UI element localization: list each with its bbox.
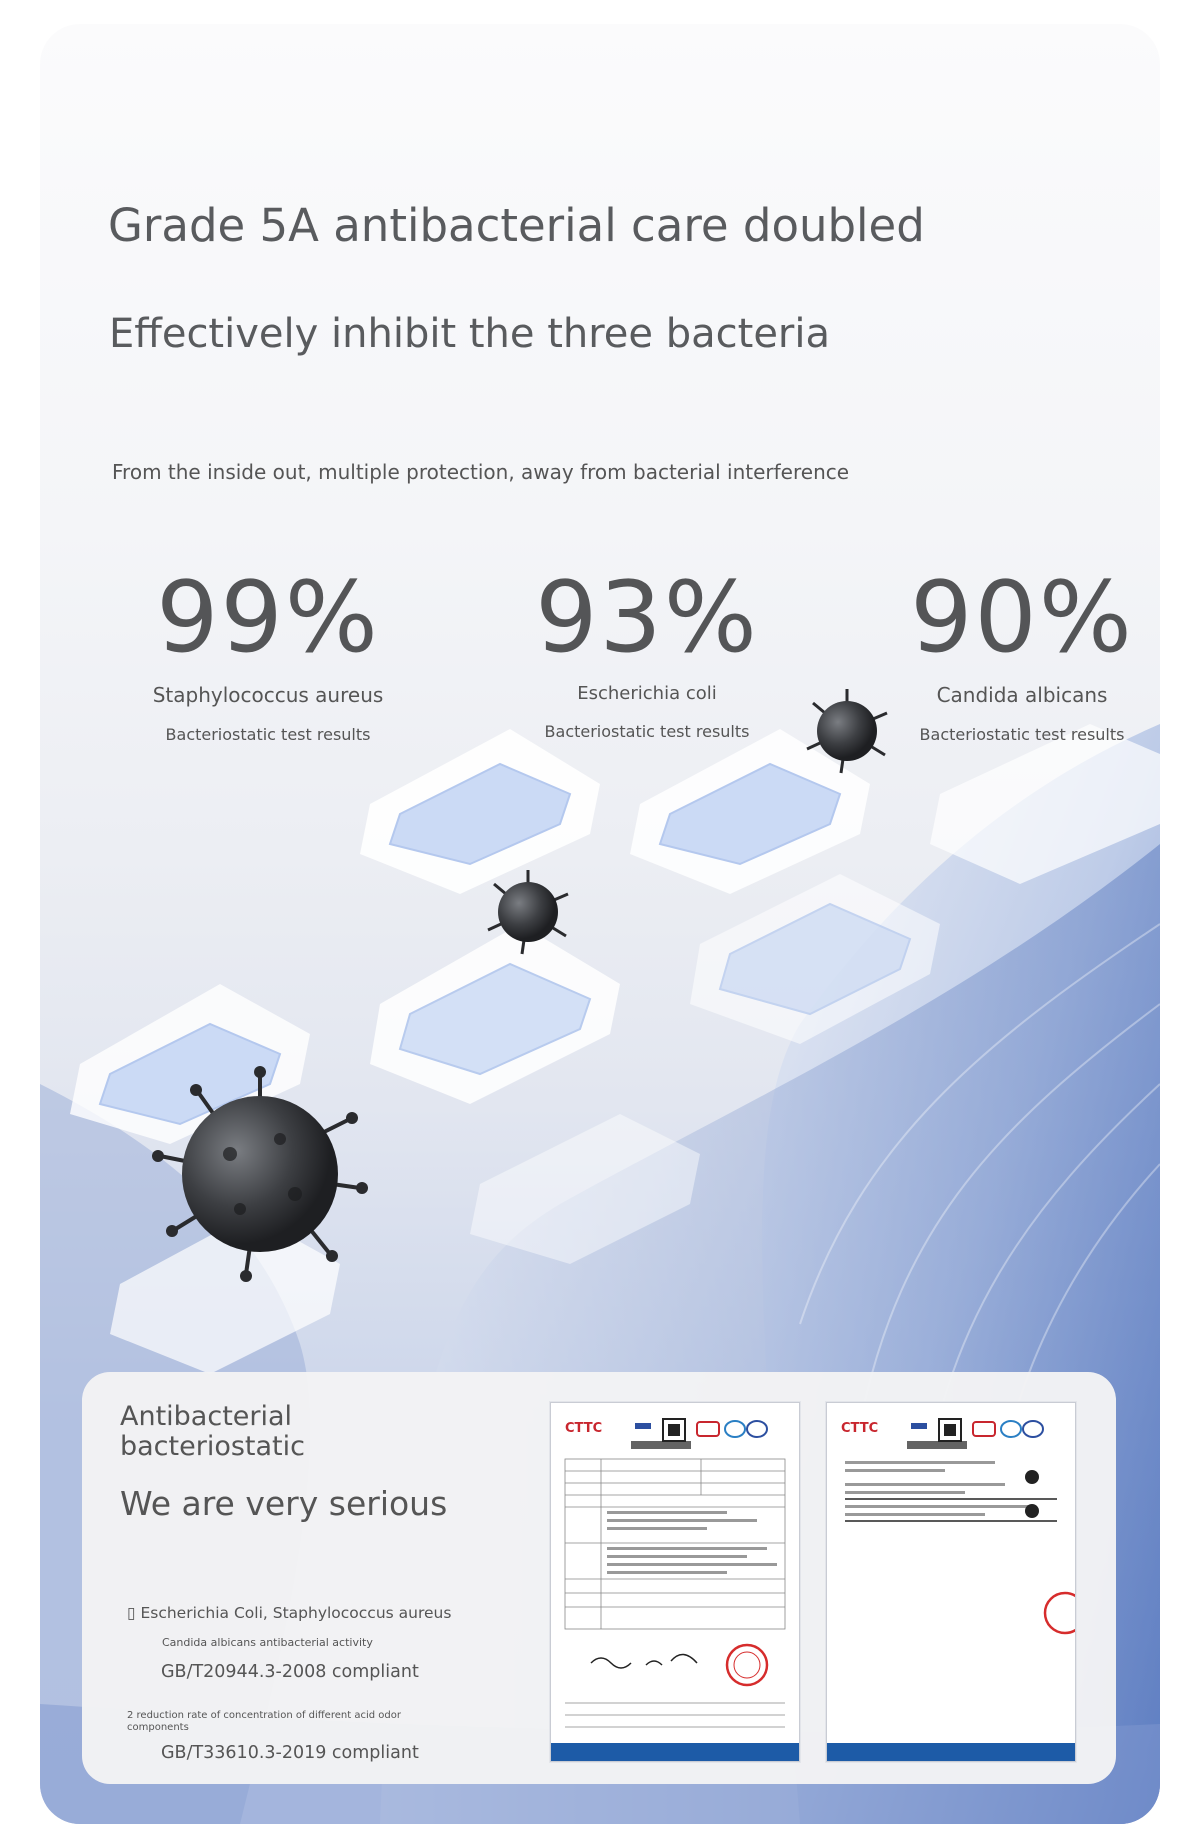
- certification-panel: [82, 1372, 1116, 1784]
- panel-activity-line: Candida albicans antibacterial activity: [162, 1636, 373, 1649]
- stat-name: Candida albicans: [936, 683, 1108, 707]
- panel-odor-line: 2 reduction rate of concentration of different acid odor components: [127, 1710, 401, 1733]
- stat-candida: [852, 559, 1160, 744]
- stat-result: Bacteriostatic test results: [165, 725, 371, 744]
- stat-percent: 99%: [156, 561, 380, 675]
- stat-result: Bacteriostatic test results: [919, 725, 1125, 744]
- panel-heading: Antibacterial bacteriostatic: [120, 1401, 305, 1462]
- report-footer: [551, 1743, 799, 1761]
- panel-standard-1: GB/T20944.3-2008 compliant: [161, 1662, 419, 1682]
- stat-name: Escherichia coli: [577, 683, 717, 704]
- stat-escherichia: [477, 559, 817, 741]
- stat-percent: 90%: [910, 561, 1134, 675]
- cttc-logo-text: CTTC: [565, 1421, 603, 1436]
- stat-result: Bacteriostatic test results: [544, 722, 750, 741]
- tagline: From the inside out, multiple protection, away from bacterial interference: [112, 460, 850, 484]
- page-title: Grade 5A antibacterial care doubled: [108, 199, 925, 252]
- panel-bacteria-line: ▯ Escherichia Coli, Staphylococcus aureus: [127, 1604, 452, 1622]
- test-report-2: [826, 1402, 1076, 1762]
- test-report-1: [550, 1402, 800, 1762]
- page-subtitle: Effectively inhibit the three bacteria: [109, 311, 830, 357]
- stat-name: Staphylococcus aureus: [152, 683, 384, 707]
- panel-serious: We are very serious: [120, 1484, 448, 1523]
- panel-standard-2: GB/T33610.3-2019 compliant: [161, 1743, 419, 1763]
- stat-staphylococcus: [98, 559, 438, 744]
- cttc-logo-text: CTTC: [841, 1421, 879, 1436]
- report-body: [827, 1403, 1075, 1761]
- report-body: [551, 1403, 799, 1761]
- stat-percent: 93%: [535, 561, 759, 675]
- report-footer: [827, 1743, 1075, 1761]
- main-card: [40, 24, 1160, 1824]
